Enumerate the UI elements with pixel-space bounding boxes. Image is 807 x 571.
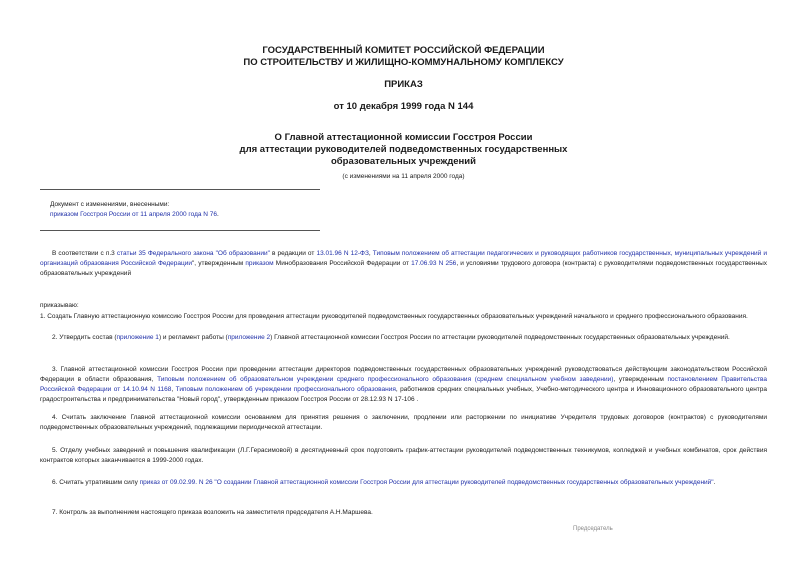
link-attestation-regulation[interactable]: Типовым положением об аттестации педагогических и руководящих работников государственных, муниципальных учреждений и организаций образования Российской Федерации (40, 250, 768, 267)
amendment-note: (с изменениями на 11 апреля 2000 года) (342, 173, 465, 180)
link-order-26[interactable]: приказ от 09.02.99. N 26 "О создании Главной аттестационной комиссии Госстроя России для аттестации руководителей подведомственных государственных образовательных учреждений" (139, 479, 714, 486)
item-4 (40, 413, 767, 433)
item-7-text: 7. Контроль за выполнением настоящего приказа возложить на заместителя председателя А.Н.Маршева. (52, 509, 373, 516)
changes-link[interactable]: приказом Госстроя России от 11 апреля 2000 года N 76 (50, 211, 218, 218)
doc-date-number (0, 101, 807, 113)
document-header (0, 45, 807, 69)
item-3 (40, 365, 767, 405)
title-line-3: образовательных учреждений (331, 156, 476, 167)
link-order[interactable]: приказом (245, 260, 274, 267)
preamble-text (40, 249, 767, 279)
item-1-text: 1. Создать Главную аттестационную комиссию Госстроя России для проведения аттестации руководителей подведомственных государственных образовательных учреждений начального и среднего профессионального образования. (40, 313, 748, 320)
link-appendix-1[interactable]: приложение 1 (116, 334, 159, 341)
preamble-text-6: , и условиями трудового договора (контракта) с руководителями подведомственных государственных образовательных учреждений (40, 260, 768, 277)
item-7 (40, 508, 767, 518)
signature-label: Председатель (573, 526, 613, 532)
org-line-1: ГОСУДАРСТВЕННЫЙ КОМИТЕТ РОССИЙСКОЙ ФЕДЕРАЦИИ (262, 45, 545, 56)
changes-entry (50, 210, 219, 220)
preamble (40, 249, 767, 279)
preamble-text-3: , (368, 250, 373, 257)
doc-type (0, 79, 807, 91)
link-model-regulation-prof[interactable]: Типовым положением об учреждении профессионального образования (175, 386, 396, 393)
item-6-text-1: 6. Считать утратившим силу (52, 479, 140, 486)
item-4-text: 4. Считать заключение Главной аттестационной комиссии основанием для принятия решения о заключении, продлении или расторжении по инициативе Учредителя трудовых договоров (контрактов) с руководителями подведомственных образовательных учреждений, подлежащими периодической аттестации. (40, 414, 767, 431)
title-line-2: для аттестации руководителей подведомственных государственных (239, 144, 568, 155)
preamble-text-4: ", утвержденным (191, 260, 246, 267)
item-2-text-2: ) и регламент работы ( (158, 334, 228, 341)
item-2 (40, 333, 767, 343)
item-5-text: 5. Отделу учебных заведений и повышения квалификации (Л.Г.Герасимовой) в десятидневный срок подготовить график-аттестации руководителей подведомственных техникумов, колледжей и учебных комбинатов, срок действия контрактов которых заканчивается в 1999-2000 годах. (40, 447, 767, 464)
link-education-law[interactable]: статьи 35 Федерального закона "Об образовании" (116, 250, 270, 257)
date-number-label: от 10 декабря 1999 года N 144 (333, 101, 474, 112)
preamble-text-5: Минобразования Российской Федерации от (273, 260, 412, 267)
link-law-12fz[interactable]: 13.01.96 N 12-ФЗ (316, 250, 369, 257)
item-3-text-3: , (171, 386, 176, 393)
preamble-text-2: в редакции от (269, 250, 317, 257)
divider-bottom (40, 230, 320, 231)
doc-title (0, 132, 807, 168)
item-2-text (40, 333, 767, 343)
item-6-text (40, 478, 767, 488)
item-2-text-3: ) Главной аттестационной комиссии Госстроя России по аттестации руководителей подведомственных государственных образовательных учреждений. (270, 334, 730, 341)
orders-word: приказываю: (40, 302, 79, 309)
org-line-2: ПО СТРОИТЕЛЬСТВУ И ЖИЛИЩНО-КОММУНАЛЬНОМУ КОМПЛЕКСУ (243, 57, 564, 68)
item-1 (40, 312, 767, 322)
item-6-text-2: . (713, 479, 716, 486)
item-3-text-2: , утвержденным (613, 376, 668, 383)
item-5 (40, 446, 767, 466)
divider-top (40, 189, 320, 190)
item-6 (40, 478, 767, 488)
changes-block (50, 200, 219, 220)
item-3-text-4: , работников средних специальных учебных, Учебно-методического центра и Инновационного образовательного центра градостроительства и предпринимательства "Новый город", утвержденным приказом Госстроя России от 28.12.93 N 17-106 . (40, 386, 767, 403)
doc-type-label: ПРИКАЗ (384, 79, 423, 90)
preamble-text-1: В соответствии с п.3 (52, 250, 117, 257)
link-model-regulation-spo[interactable]: Типовым положением об образовательном учреждении среднего профессионального образования (среднем специальном учебном заведении) (157, 376, 614, 383)
link-government-decree-1168[interactable]: постановлением Правительства Российской Федерации от 14.10.94 N 1168 (40, 376, 767, 393)
item-3-text-1: 3. Главной аттестационной комиссии Госстроя России при проведении аттестации директоров подведомственных государственных образовательных учреждений руководствоваться действующим законодательством Российской Федерации в области образования, (40, 366, 767, 383)
changes-label: Документ с изменениями, внесенными: (50, 201, 170, 208)
changes-tail: . (217, 211, 219, 218)
item-3-text (40, 365, 767, 405)
title-line-1: О Главной аттестационной комиссии Госстроя России (274, 132, 533, 143)
link-appendix-2[interactable]: приложение 2 (227, 334, 271, 341)
link-order-256[interactable]: 17.06.93 N 256 (411, 260, 457, 267)
item-2-text-1: 2. Утвердить состав ( (52, 334, 117, 341)
